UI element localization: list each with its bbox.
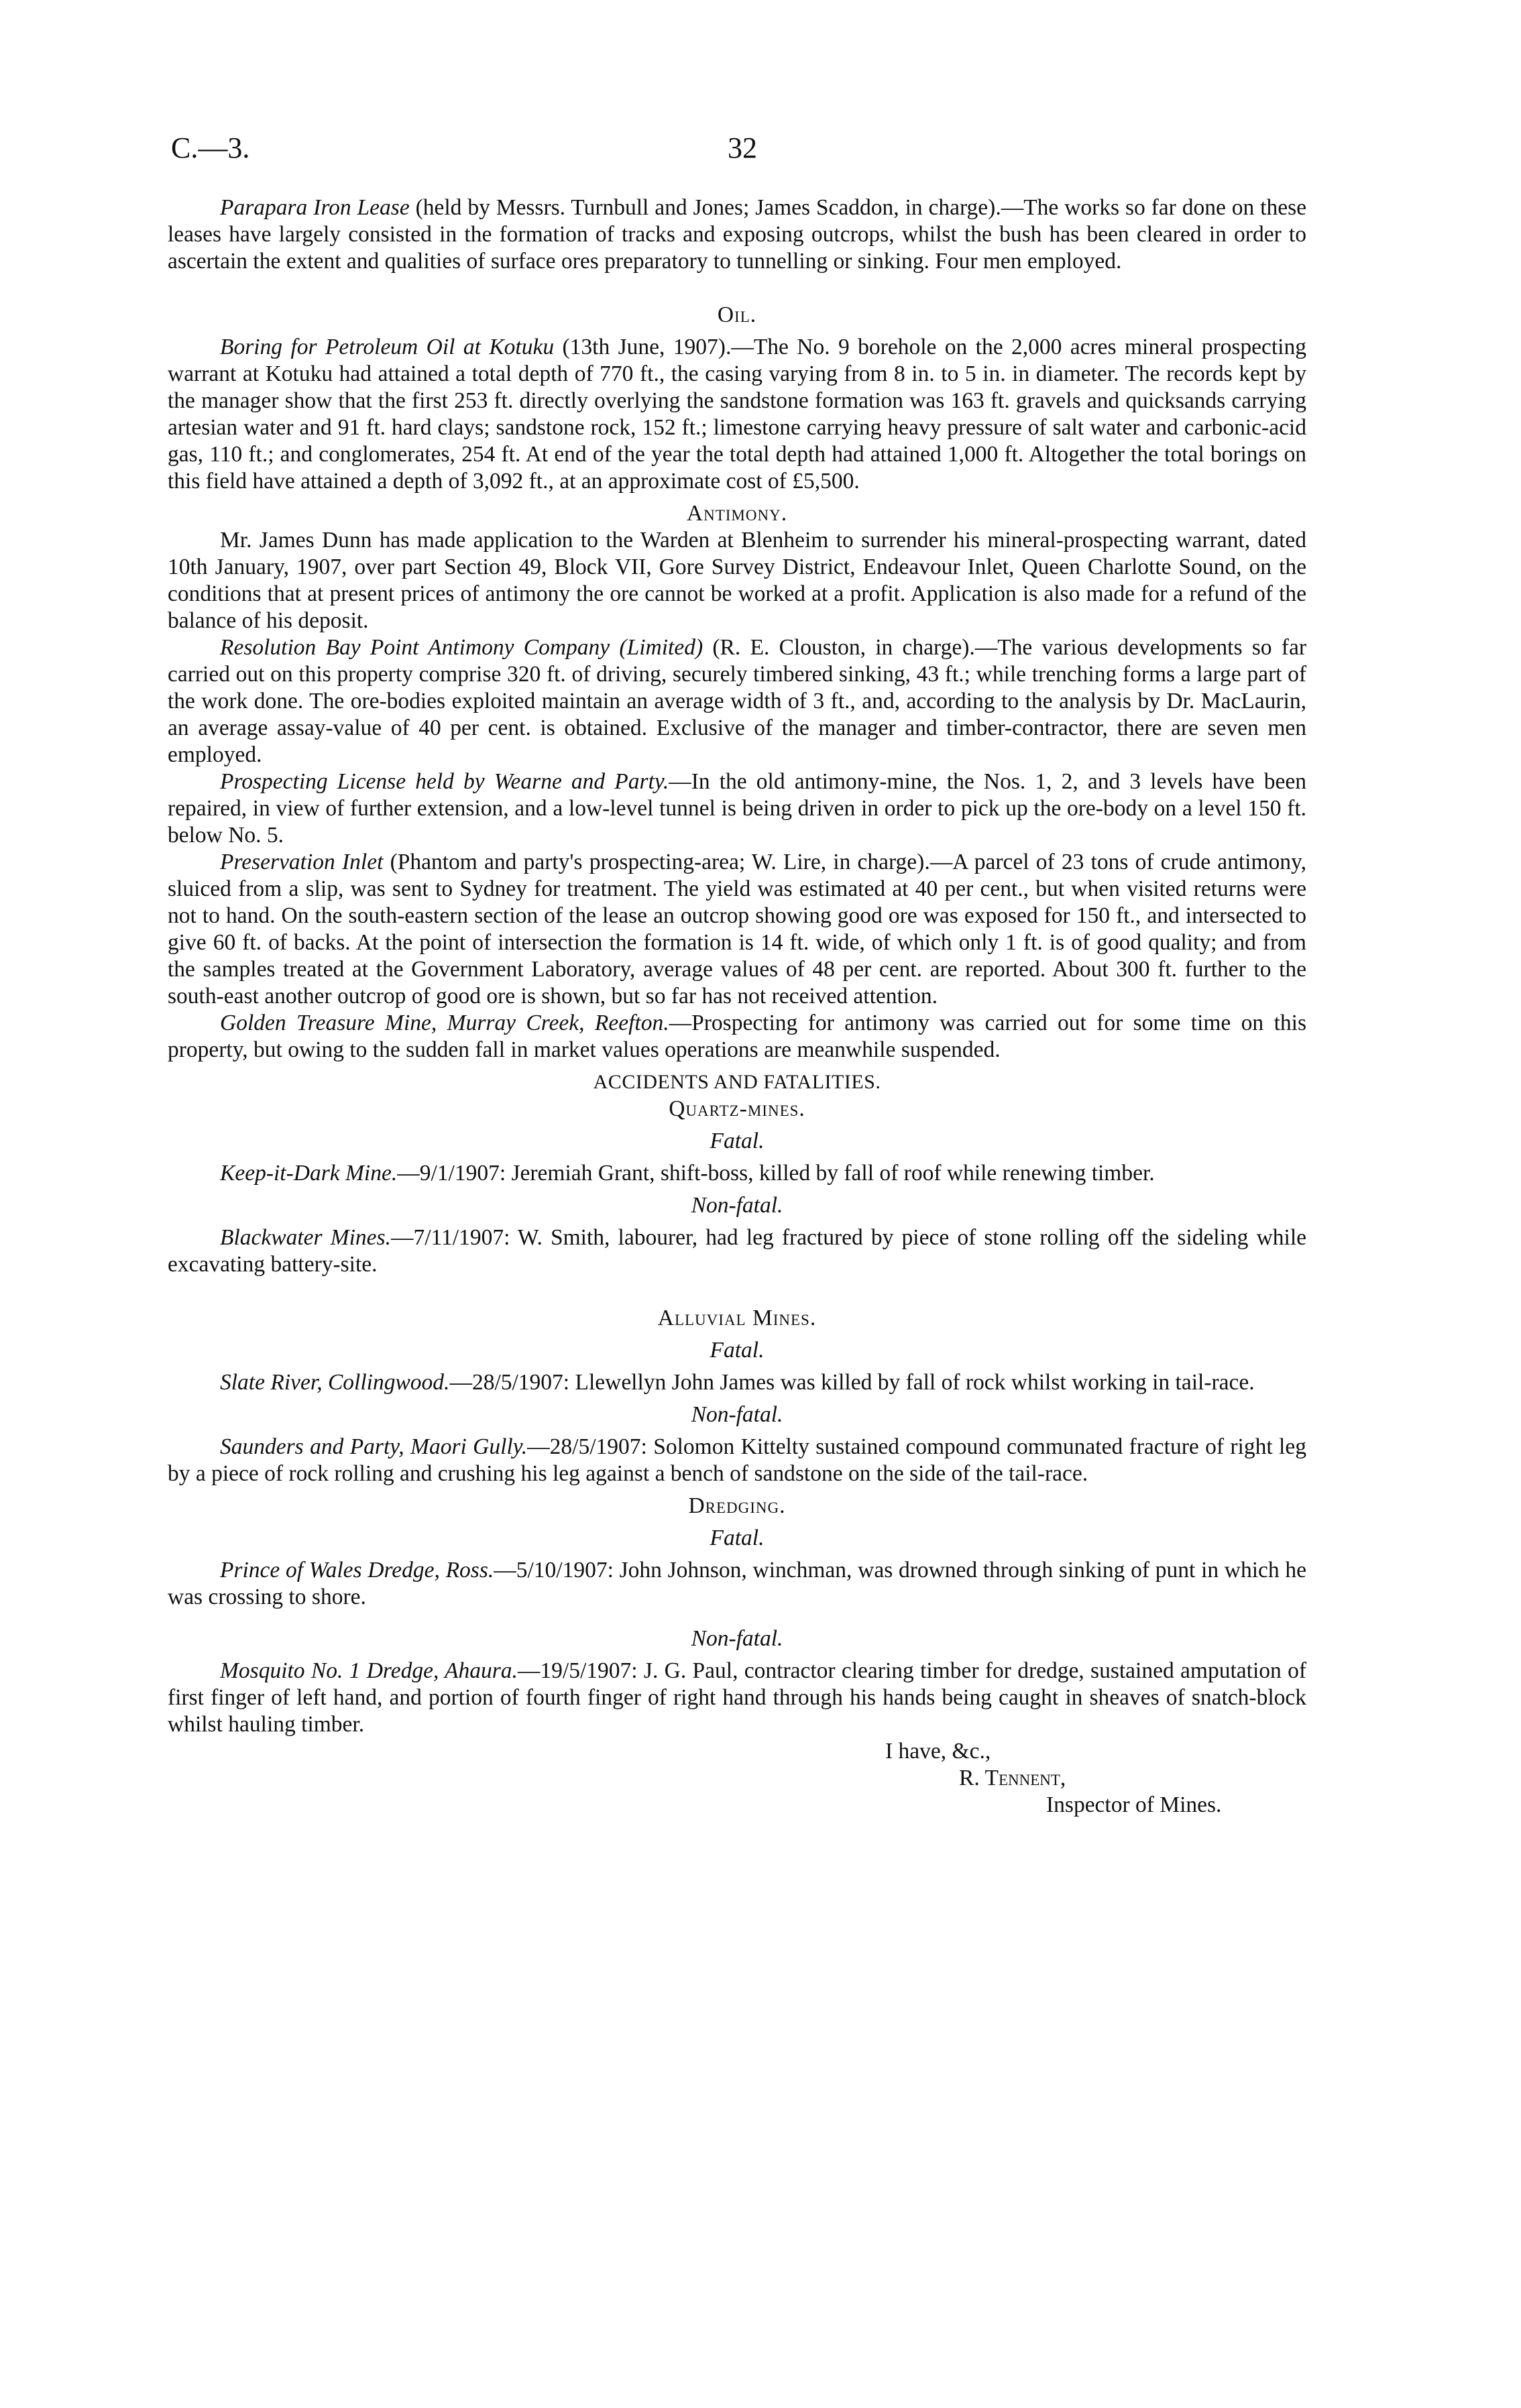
signature-closing: I have, &c., [885, 1739, 991, 1764]
paragraph-lead: Parapara Iron Lease [220, 195, 410, 220]
paragraph-parapara: Parapara Iron Lease (held by Messrs. Turnbull and Jones; James Scaddon, in charge).—The works so far done on these leases have largely consisted in the formation of tracks and exposing outcrops, whilst the bush has been cleared in order to ascertain the extent and qualities of surface ores preparatory to tunnelling or sinking. Four men employed. [168, 195, 1306, 274]
subheading-fatal: Fatal. [710, 1338, 765, 1363]
paragraph-lead: Resolution Bay Point Antimony Company (Limited) [220, 635, 703, 660]
paragraph-lead: Boring for Petroleum Oil at Kotuku [220, 335, 555, 359]
signature-name: R. Tennent, [959, 1766, 1066, 1790]
paragraph-preservation: Preservation Inlet (Phantom and party's prospecting-area; W. Lire, in charge).—A parcel of 23 tons of crude antimony, sluiced from a slip, was sent to Sydney for treatment. The yield was estimated at 40 per cent., but when visited returns were not to hand. On the south-eastern section of the lease an outcrop showing good ore was exposed for 150 ft., and intersected to give 60 ft. of backs. At the point of intersection the formation is 14 ft. wide, of which only 1 ft. is of good quality; and from the samples treated at the Government Laboratory, average values of 48 per cent. are reported. About 300 ft. further to the south-east another outcrop of good ore is shown, but so far has not received attention. [168, 850, 1306, 1009]
section-heading-dredging: Dredging. [688, 1493, 786, 1518]
paragraph-mosquito: Mosquito No. 1 Dredge, Ahaura.—19/5/1907: J. G. Paul, contractor clearing timber for dredge, sustained amputation of first finger of left hand, and portion of fourth finger of right hand through his hands being caught in sheaves of snatch-block whilst hauling timber. [168, 1658, 1306, 1737]
signature-title: Inspector of Mines. [1046, 1792, 1222, 1817]
paragraph-golden-treasure: Golden Treasure Mine, Murray Creek, Reefton.—Prospecting for antimony was carried out for some time on this property, but owing to the sudden fall in market values operations are meanwhile suspended. [168, 1011, 1306, 1062]
paragraph-lead: Slate River, Collingwood. [220, 1370, 450, 1395]
paragraph-lead: Saunders and Party, Maori Gully. [220, 1434, 528, 1459]
paragraph-lead: Preservation Inlet [220, 850, 384, 874]
page-number: 32 [728, 131, 757, 164]
subheading-fatal: Fatal. [710, 1526, 765, 1550]
paragraph-lead: Prince of Wales Dredge, Ross. [220, 1558, 494, 1583]
paragraph-slate-river: Slate River, Collingwood.—28/5/1907: Llewellyn John James was killed by fall of rock whilst working in tail-race. [220, 1370, 1255, 1395]
paragraph-wearne: Prospecting License held by Wearne and Party.—In the old antimony-mine, the Nos. 1, 2, and 3 levels have been repaired, in view of further extension, and a low-level tunnel is being driven in order to pick up the ore-body on a level 150 ft. below No. 5. [168, 769, 1306, 848]
section-heading-accidents: ACCIDENTS AND FATALITIES. [593, 1071, 881, 1093]
subheading-fatal: Fatal. [710, 1129, 765, 1153]
paragraph-prince-of-wales: Prince of Wales Dredge, Ross.—5/10/1907: John Johnson, winchman, was drowned through sinking of punt in which he was crossing to shore. [168, 1558, 1306, 1609]
paragraph-saunders: Saunders and Party, Maori Gully.—28/5/1907: Solomon Kittelty sustained compound communated fracture of right leg by a piece of rock rolling and crushing his leg against a bench of sandstone on the side of the tail-race. [168, 1434, 1306, 1486]
paragraph-blackwater: Blackwater Mines.—7/11/1907: W. Smith, labourer, had leg fractured by piece of stone rolling off the sideling while excavating battery-site. [168, 1225, 1306, 1277]
paragraph-keep-it-dark: Keep-it-Dark Mine.—9/1/1907: Jeremiah Grant, shift-boss, killed by fall of roof while renewing timber. [220, 1161, 1155, 1186]
paragraph-lead: Mosquito No. 1 Dredge, Ahaura. [220, 1658, 518, 1683]
section-heading-alluvial: Alluvial Mines. [657, 1306, 817, 1330]
subheading-non-fatal: Non-fatal. [691, 1626, 783, 1651]
paragraph-kotuku: Boring for Petroleum Oil at Kotuku (13th June, 1907).—The No. 9 borehole on the 2,000 acres mineral prospecting warrant at Kotuku had attained a total depth of 770 ft., the casing varying from 8 in. to 5 in. in diameter. The records kept by the manager show that the first 253 ft. directly overlying the sandstone formation was 163 ft. gravels and quicksands carrying artesian water and 91 ft. hard clays; sandstone rock, 152 ft.; limestone carrying heavy pressure of salt water and carbonic-acid gas, 110 ft.; and conglomerates, 254 ft. At end of the year the total depth had attained 1,000 ft. Altogether the total borings on this field have attained a depth of 3,092 ft., at an approximate cost of £5,500. [168, 335, 1306, 494]
paragraph-lead: Blackwater Mines. [220, 1225, 391, 1250]
section-heading-oil: Oil. [717, 302, 757, 327]
page-header [171, 131, 1351, 171]
subheading-quartz-mines: Quartz-mines. [669, 1096, 805, 1121]
document-reference: C.—3. [171, 131, 250, 164]
body-text [168, 194, 1306, 1819]
paragraph-lead: Keep-it-Dark Mine. [220, 1161, 398, 1186]
paragraph-resolution: Resolution Bay Point Antimony Company (Limited) (R. E. Clouston, in charge).—The various developments so far carried out on this property comprise 320 ft. of driving, securely timbered sinking, 43 ft.; while trenching forms a large part of the work done. The ore-bodies exploited maintain an average width of 3 ft., and, according to the analysis by Dr. MacLaurin, an average assay-value of 40 per cent. is obtained. Exclusive of the manager and timber-contractor, there are seven men employed. [168, 635, 1306, 767]
paragraph-dunn: Mr. James Dunn has made application to the Warden at Blenheim to surrender his mineral-prospecting warrant, dated 10th January, 1907, over part Section 49, Block VII, Gore Survey District, Endeavour Inlet, Queen Charlotte Sound, on the conditions that at present prices of antimony the ore cannot be worked at a profit. Application is also made for a refund of the balance of his deposit. [168, 528, 1306, 633]
subheading-non-fatal: Non-fatal. [691, 1402, 783, 1427]
section-heading-antimony: Antimony. [686, 501, 788, 526]
paragraph-lead: Golden Treasure Mine, Murray Creek, Reefton. [220, 1011, 669, 1035]
subheading-non-fatal: Non-fatal. [691, 1193, 783, 1218]
paragraph-lead: Prospecting License held by Wearne and Party. [220, 769, 669, 794]
